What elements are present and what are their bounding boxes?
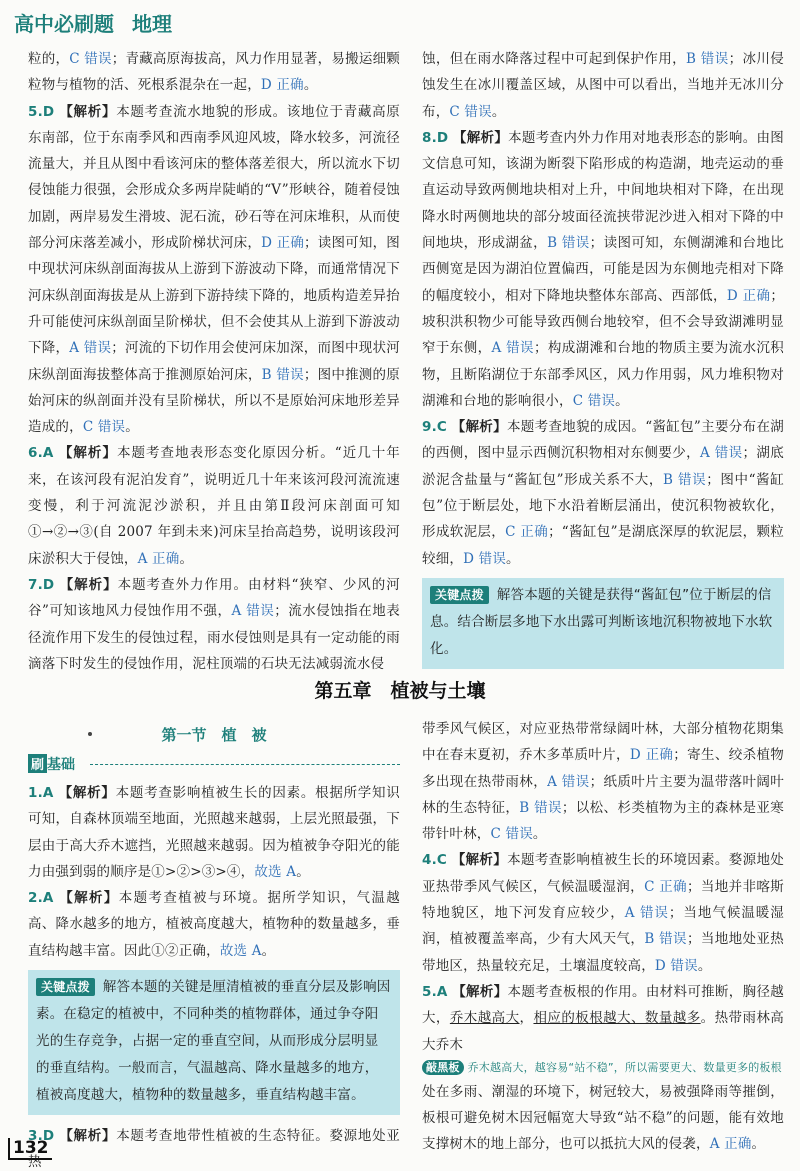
- answer-8: 8.D 【解析】本题考查内外力作用对地表形态的影响。由图文信息可知，该湖为断裂下陷形成的构造湖，地壳运动的垂直运动导致两侧地块相对上升，中间地块相对下降，在出现降水时两侧地块的部分坡面径流挟带泥沙进入相对下降的中间地块，形成湖盆，B 错误；读图可知，东侧湖滩和台地比西侧宽是因为湖泊位置偏西，可能是因为东侧地壳相对下降的幅度较小，相对下降地块整体东部高、西部低，D 正确；坡积洪积物少可能导致西侧台地较窄，但不会导致湖滩明显窄于东侧，A 错误；构成湖滩和台地的物质主要为流水沉积物，且断陷湖位于东部季风区，风力作用弱，风力堆积物对湖滩和台地的影响很小，C 错误。: [422, 129, 785, 409]
- highlight-note: [422, 1060, 784, 1075]
- note-text: 乔木越高大，越容易“站不稳”，所以需要更大、数量更多的板根: [467, 1060, 782, 1074]
- subject-title: 地理: [132, 12, 172, 36]
- left-column-top: [28, 46, 400, 677]
- left-column-bottom: [28, 780, 400, 1176]
- right-column-top: [422, 46, 784, 677]
- chapter-title: 第五章 植被与土壤: [314, 680, 486, 702]
- continuation-paragraph: 带季风气候区，对应亚热带常绿阔叶林，大部分植物花期集中在春末夏初，乔木多革质叶片，D 正确；寄生、绞杀植物多出现在热带雨林，A 错误；纸质叶片主要为温带落叶阔叶林的生态特征，B 错误；以松、杉类植物为主的森林是亚寒带针叶林，C 错误。: [422, 721, 785, 843]
- answer-5b: 5.A 【解析】本题考查板根的作用。由材料可推断，胸径越大，乔木越高大，相应的板根越大、数量越多。热带雨林高大乔木: [422, 983, 785, 1053]
- brush-icon: 刷: [28, 754, 47, 773]
- answer-5: 5.D 【解析】本题考查流水地貌的形成。该地位于青藏高原东南部，位于东南季风和西南季风迎风坡，降水较多，河流径流量大，并且从图中看该河床的整体落差很大，所以流水下切侵蚀能力很强，会形成众多两岸陡峭的“V”形峡谷，随着侵蚀加剧，两岸易发生滑坡、泥石流，砂石等在河床堆积，从而使部分河床落差减小，形成阶梯状河床，D 正确；读图可知，图中现状河床纵剖面海拔从上游到下游波动下降，而通常情况下河床纵剖面海拔是从上游到下游持续下降的，地质构造差异抬升可能使河床纵剖面呈阶梯状，但不会使其从上游到下游波动下降，A 错误；河流的下切作用会使河床加深，而图中现状河床纵剖面海拔整体高于推测原始河床，B 错误；图中推测的原始河床的纵剖面并没有呈阶梯状，所以不是原始河床地形差异造成的，C 错误。: [28, 103, 401, 436]
- key-tip-box: [28, 970, 400, 1115]
- bullet-dot: [88, 732, 92, 736]
- continuation-paragraph: 蚀，但在雨水降落过程中可起到保护作用，B 错误；冰川侵蚀发生在冰川覆盖区域，从图中可以看出，当地并无冰川分布，C 错误。: [422, 51, 784, 120]
- answer-7: 7.D 【解析】本题考查外力作用。由材料“狭窄、少风的河谷”可知该地风力侵蚀作用不强，A 错误；流水侵蚀指在地表径流作用下发生的侵蚀过程，雨水侵蚀则是具有一定动能的雨滴落下时发生的侵蚀作用，泥柱顶端的石块无法减弱流水侵: [28, 576, 400, 672]
- answer-2: 2.A 【解析】本题考查植被与环境。据所学知识，气温越高、降水越多的地方，植被高度越大，植物种的数量越多，垂直结构越丰富。因此①②正确，故选 A。: [28, 890, 400, 959]
- key-tip-label: 关键点拨: [36, 978, 95, 996]
- basic-heading: [28, 754, 400, 774]
- answer-6: 6.A 【解析】本题考查地表形态变化原因分析。“近几十年来，在该河段有泥泊发育”，说明近几十年来该河段河流流速变慢，利于河流泥沙淤积，并且由第Ⅱ段河床剖面可知①→②→③(自 2007 年到未来)河床呈抬高趋势，说明该段河床淤积大于侵蚀，A 正确。: [28, 445, 400, 567]
- right-column-bottom: [422, 716, 784, 1158]
- key-tip-text: 解答本题的关键是获得“酱缸包”位于断层的信息。结合断层多地下水出露可判断该地沉积物被地下水软化。: [430, 586, 773, 657]
- answer-9: 9.C 【解析】本题考查地貌的成因。“酱缸包”主要分布在湖的西侧，图中显示西侧沉积物相对东侧要少，A 错误；湖底淤泥含盐量与“酱缸包”形成关系不大，B 错误；图中“酱缸包”位于断层处，地下水沿着断层涌出，使沉积物被软化，形成软泥层，C 正确；“酱缸包”是湖底深厚的软泥层，颗粒较细，D 错误。: [422, 419, 785, 567]
- answer-5b-continued: 处在多雨、潮湿的环境下，树冠较大，易被强降雨等摧倒，板根可避免树木因冠幅宽大导致“站不稳”的问题，能有效地支撑树木的地上部分，也可以抵抗大风的侵袭，A 正确。: [422, 1083, 784, 1153]
- answer-4: 4.C 【解析】本题考查影响植被生长的环境因素。婺源地处亚热带季风气候区，气候温暖湿润，C 正确；当地并非喀斯特地貌区，地下河发育应较少，A 错误；当地气候温暖湿润，植被覆盖率高，少有大风天气，B 错误；当地地处亚热带地区，热量较充足，土壤温度较高，D 错误。: [422, 852, 785, 974]
- basic-label: 基础: [47, 757, 76, 773]
- continuation-paragraph: 粒的，C 错误；青藏高原海拔高，风力作用显著，易搬运细颗粒物与植物的活、死根系混杂在一起，D 正确。: [28, 51, 401, 94]
- key-tip-text: 解答本题的关键是厘清植被的垂直分层及影响因素。在稳定的植被中，不同种类的植物群体，通过争夺阳光的生存竞争，占据一定的垂直空间，从而形成分层明显的垂直结构。一般而言，气温越高、降水量越多的地方，植被高度越大，植物种的数量越多，垂直结构越丰富。: [36, 979, 391, 1104]
- key-tip-box: [422, 578, 784, 669]
- page-number: 132: [8, 1138, 52, 1160]
- answer-3: 3.D 【解析】本题考查地带性植被的生态特征。婺源地处亚热: [28, 1128, 401, 1171]
- series-title: 高中必刷题: [14, 12, 114, 36]
- page-header: [14, 8, 172, 40]
- section-title: 第一节 植 被: [28, 724, 400, 745]
- note-label: 敲黑板: [422, 1060, 464, 1075]
- key-tip-label: 关键点拨: [430, 586, 489, 604]
- dashed-divider: [90, 764, 400, 765]
- answer-1: 1.A 【解析】本题考查影响植被生长的因素。根据所学知识可知，自森林顶端至地面，光照越来越弱，上层光照最强，下层由于高大乔木遮挡，光照越来越弱。因为植被争夺阳光的能力由强到弱的顺序是①>②>③>④，故选 A。: [28, 785, 401, 880]
